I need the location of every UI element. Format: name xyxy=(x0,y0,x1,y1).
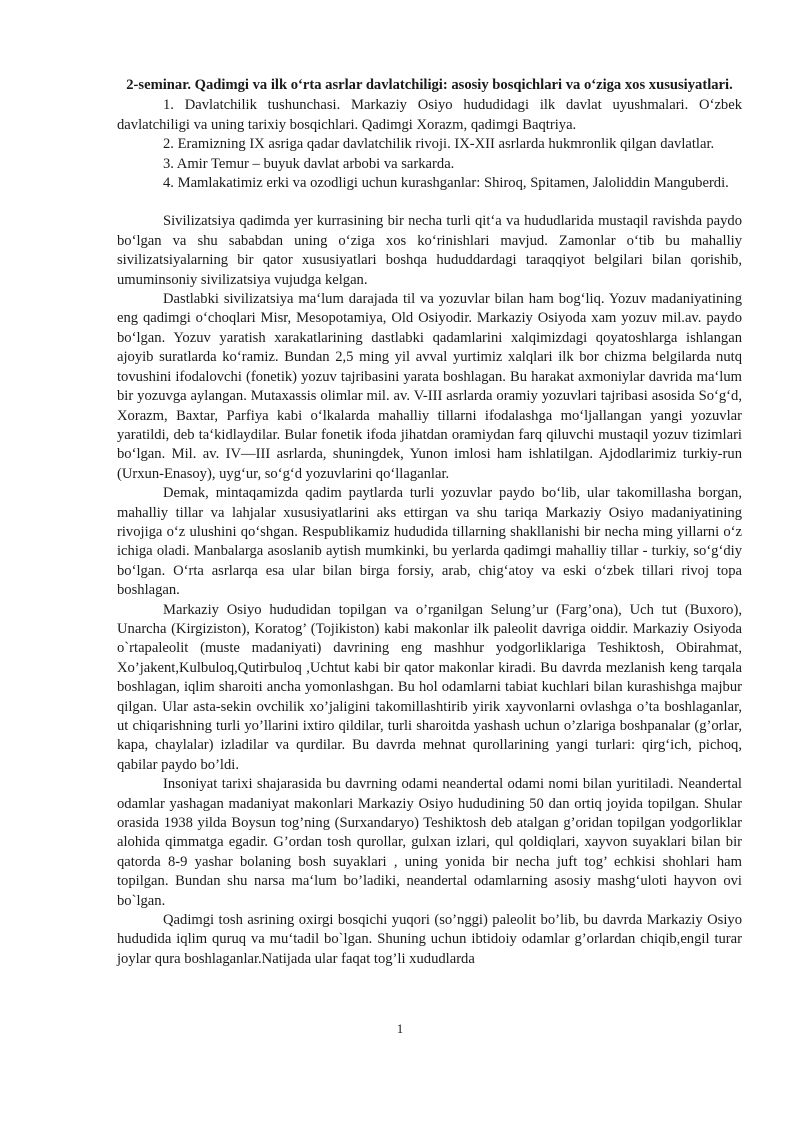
blank-line xyxy=(117,193,742,212)
body-paragraph-6: Qadimgi tosh asrining oxirgi bosqichi yuqori (so’nggi) paleolit bo’lib, bu davrda Markaziy Osiyo hududida iqlim quruq va mu‘tadil bo`lgan. Shuning uchun ibtidoiy odamlar g’orlardan chiqib,engil turar joylar qura boshlaganlar.Natijada ular faqat tog’li xududlarda xyxy=(117,912,742,967)
document-page xyxy=(117,76,742,969)
page-number: 1 xyxy=(396,1021,404,1036)
plan-item-1: 1. Davlatchilik tushunchasi. Markaziy Osiyo hududidagi ilk davlat uyushmalari. O‘zbek davlatchiligi va uning tarixiy bosqichlari. Qadimgi Xorazm, qadimgi Baqtriya. xyxy=(117,97,742,133)
body-paragraph-5: Insoniyat tarixi shajarasida bu davrning odami neandertal odami nomi bilan yuritiladi. Neandertal odamlar yashagan madaniyat makonlari Markaziy Osiyo hududining 50 dan ortiq joyida topilgan. Shular orasida 1938 yilda Boysun tog’ning (Surxandaryo) Teshiktosh deb atalgan g’oridan topilgan yodgorliklar alohida qimmatga egadir. G’ordan tosh qurollar, gulxan izlari, qul qoldiqlari, xayvon suyaklari bilan bir qatorda 8-9 yashar bolaning bosh suyaklari , uning yonida bir necha juft tog’ echkisi shohlari ham topilgan. Bundan shu narsa ma‘lum bo’ladiki, neandertal odamlarning asosiy mashg‘uloti hayvon ovi bo`lgan. xyxy=(117,776,742,909)
plan-item-4: 4. Mamlakatimiz erki va ozodligi uchun kurashganlar: Shiroq, Spitamen, Jaloliddin Manguberdi. xyxy=(163,175,729,192)
plan-item-2: 2. Eramizning IX asriga qadar davlatchilik rivoji. IX-XII asrlarda hukmronlik qilgan davlatlar. xyxy=(163,136,715,153)
plan-item-3: 3. Amir Temur – buyuk davlat arbobi va sarkarda. xyxy=(163,155,455,172)
body-paragraph-1: Sivilizatsiya qadimda yer kurrasining bir necha turli qit‘a va hududlarida mustaqil ravishda paydo bo‘lgan va shu sababdan uning o‘ziga xos ko‘rinishlari mavjud. Zamonlar o‘tib bu mahalliy sivilizatsiyalarning bir qator xususiyatlari boshqa hududdardagi taraqqiyot belgilari bilan qorishib, umuminsoniy sivilizatsiya vujudga kelgan. xyxy=(117,213,742,288)
body-paragraph-2: Dastlabki sivilizatsiya ma‘lum darajada til va yozuvlar bilan ham bog‘liq. Yozuv madaniyatining eng qadimgi o‘choqlari Misr, Mesopotamiya, Old Osiyodir. Markaziy Osiyoda xam yozuv mil.av. paydo bo‘lgan. Yozuv yaratish xarakatlarining dastlabki qadamlarini xalqimizdagi qoyatoshlarga ishlangan ajoyib suratlarda ko‘ramiz. Bundan 2,5 ming yil avval yurtimiz xalqlari ilk bor chizma belgilarda nutq tovushini ifodalovchi (fonetik) yozuv tajribasini yarata boshlagan. Bu harakat axmoniylar davrida ma‘lum bir yozuvga aylangan. Mutaxassis olimlar mil. av. V-III asrlarda oramiy yozuvlari tajribasi asosida So‘g‘d, Xorazm, Baxtar, Parfiya kabi o‘lkalarda mahalliy tillarni ifodalashga mo‘ljallangan yangi yozuvlar yaratildi, deb ta‘kidlaydilar. Bular fonetik ifoda jihatdan oramiydan farq qiluvchi mustaqil yozuv tizimlari bo‘lgan. Mil. av. IV—III asrlarda, shuningdek, Yunon imlosi ham ishlatilgan. Ajdodlarimiz turkiy-run (Urxun-Enasoy), uyg‘ur, so‘g‘d yozuvlarini qo‘llaganlar. xyxy=(117,291,742,482)
document-title: 2-seminar. Qadimgi va ilk o‘rta asrlar davlatchiligi: asosiy bosqichlari va o‘ziga xos xususiyatlari. xyxy=(126,77,733,93)
body-paragraph-4: Markaziy Osiyo hududidan topilgan va o’rganilgan Selung’ur (Farg’ona), Uch tut (Buxoro), Unarcha (Kirgiziston), Koratog’ (Tojikiston) kabi makonlar ilk paleolit davriga oiddir. Markaziy Osiyoda o`rtapaleolit (muste madaniyati) davrining eng mashhur yodgorliklariga Teshiktosh, Obirahmat, Xo’jakent,Kulbuloq,Qutirbuloq ,Uchtut kabi bir qator makonlar kiradi. Bu davrda mezlanish keng tarqala boshlagan, iqlim sharoiti ancha yomonlashgan. Bu hol odamlarni tabiat kuchlari bilan kurashishga majbur qilgan. Ular asta-sekin ovchilik xo’jaligini takomillashtirib yirik xayvonlarni ovlashga o’ta boshlaganlar, ut chiqarishning turli yo’llarini ixtiro qildilar, turli sharoitda yashash uchun o’zlariga boshpanalar (g’orlar, kapa, chaylalar) izladilar va qurdilar. Bu davrda mehnat qurollarining yangi turlari: qirg‘ich, pichoq, qabilar paydo bo’ldi. xyxy=(117,601,742,773)
body-paragraph-3: Demak, mintaqamizda qadim paytlarda turli yozuvlar paydo bo‘lib, ular takomillasha borgan, mahalliy tillar va lahjalar xususiyatlarini aks ettirgan va shu tariqa Markaziy Osiyo madaniyatining rivojiga o‘z ulushini qo‘shgan. Respublikamiz hududida tillarning shakllanishi bir necha ming yillarni o‘z ichiga oladi. Manbalarga asoslanib aytish mumkinki, bu yerlarda qadimgi mahalliy tillar - turkiy, so‘g‘diy bo‘lgan. O‘rta asrlarqa esa ular bilan birga forsiy, arab, chig‘atoy va eski o‘zbek tillari rivoj topa boshlagan. xyxy=(117,485,742,599)
